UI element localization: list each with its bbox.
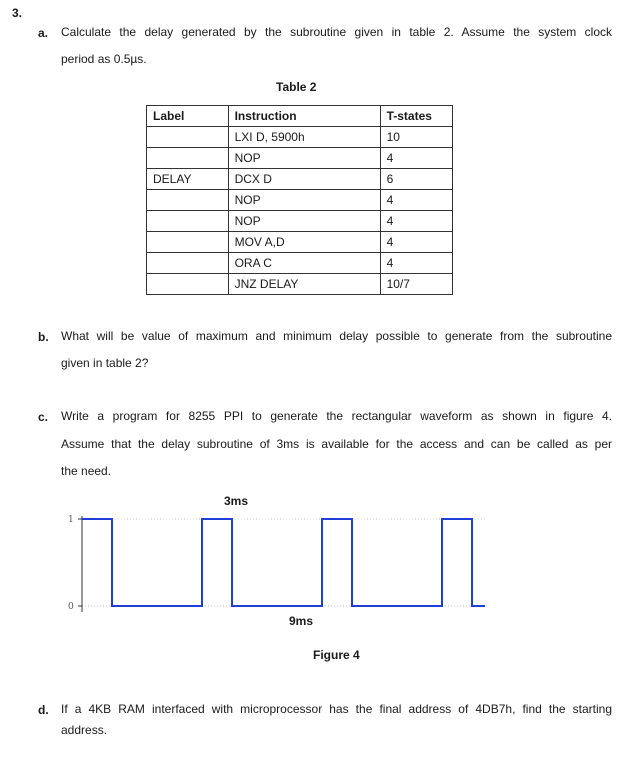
cell-instruction: JNZ DELAY xyxy=(228,274,380,295)
cell-tstates: 10/7 xyxy=(380,274,452,295)
figure4-high-duration-label: 3ms xyxy=(224,494,249,508)
table-row xyxy=(147,232,453,253)
table-row xyxy=(147,274,453,295)
cell-instruction: MOV A,D xyxy=(228,232,380,253)
cell-tstates: 4 xyxy=(380,148,452,169)
cell-instruction: DCX D xyxy=(228,169,380,190)
part-c-line1: Write a program for 8255 PPI to generate the rectangular waveform as shown in figure 4. xyxy=(61,409,612,423)
question-number: 3. xyxy=(12,6,23,20)
table-row xyxy=(147,169,453,190)
part-d-line1: If a 4KB RAM interfaced with microprocessor has the final address of 4DB7h, find the starting xyxy=(61,702,612,716)
table-header-row xyxy=(147,106,453,127)
cell-label xyxy=(147,253,229,274)
figure4-low-duration-label: 9ms xyxy=(289,614,314,628)
table-row xyxy=(147,127,453,148)
table2 xyxy=(146,105,453,295)
figure4-caption: Figure 4 xyxy=(313,648,360,662)
cell-label xyxy=(147,127,229,148)
cell-instruction: NOP xyxy=(228,148,380,169)
cell-label xyxy=(147,148,229,169)
cell-instruction: NOP xyxy=(228,211,380,232)
cell-tstates: 4 xyxy=(380,190,452,211)
cell-instruction: ORA C xyxy=(228,253,380,274)
waveform-axis xyxy=(68,515,82,612)
table-row xyxy=(147,190,453,211)
part-d-label: d. xyxy=(38,703,49,717)
cell-tstates: 4 xyxy=(380,253,452,274)
part-d-line2: address. xyxy=(61,723,108,737)
table-row xyxy=(147,148,453,169)
cell-label: DELAY xyxy=(147,169,229,190)
part-b-line2: given in table 2? xyxy=(61,356,149,370)
table-row xyxy=(147,253,453,274)
cell-label xyxy=(147,232,229,253)
square-wave-signal xyxy=(82,519,485,606)
part-a-label: a. xyxy=(38,26,49,40)
part-c-label: c. xyxy=(38,410,49,424)
part-b-line1: What will be value of maximum and minimum delay possible to generate from the subroutine xyxy=(61,329,612,343)
cell-tstates: 4 xyxy=(380,232,452,253)
header-instruction: Instruction xyxy=(228,106,380,127)
part-c-line2: Assume that the delay subroutine of 3ms is available for the access and can be called as per xyxy=(61,437,612,451)
figure4-waveform xyxy=(55,510,545,615)
cell-label xyxy=(147,190,229,211)
y-tick-label-low: 0 xyxy=(68,602,74,612)
table2-caption: Table 2 xyxy=(276,80,317,94)
header-tstates: T-states xyxy=(380,106,452,127)
part-a-line2: period as 0.5µs. xyxy=(61,52,147,66)
part-c-line3: the need. xyxy=(61,464,112,478)
cell-tstates: 10 xyxy=(380,127,452,148)
cell-label xyxy=(147,274,229,295)
cell-instruction: LXI D, 5900h xyxy=(228,127,380,148)
cell-tstates: 6 xyxy=(380,169,452,190)
y-tick-label-high: 1 xyxy=(68,515,74,525)
header-label: Label xyxy=(147,106,229,127)
part-a-line1: Calculate the delay generated by the subroutine given in table 2. Assume the system clock xyxy=(61,25,612,39)
cell-label xyxy=(147,211,229,232)
table-row xyxy=(147,211,453,232)
waveform-grid xyxy=(82,519,485,606)
part-b-label: b. xyxy=(38,330,49,344)
cell-instruction: NOP xyxy=(228,190,380,211)
cell-tstates: 4 xyxy=(380,211,452,232)
